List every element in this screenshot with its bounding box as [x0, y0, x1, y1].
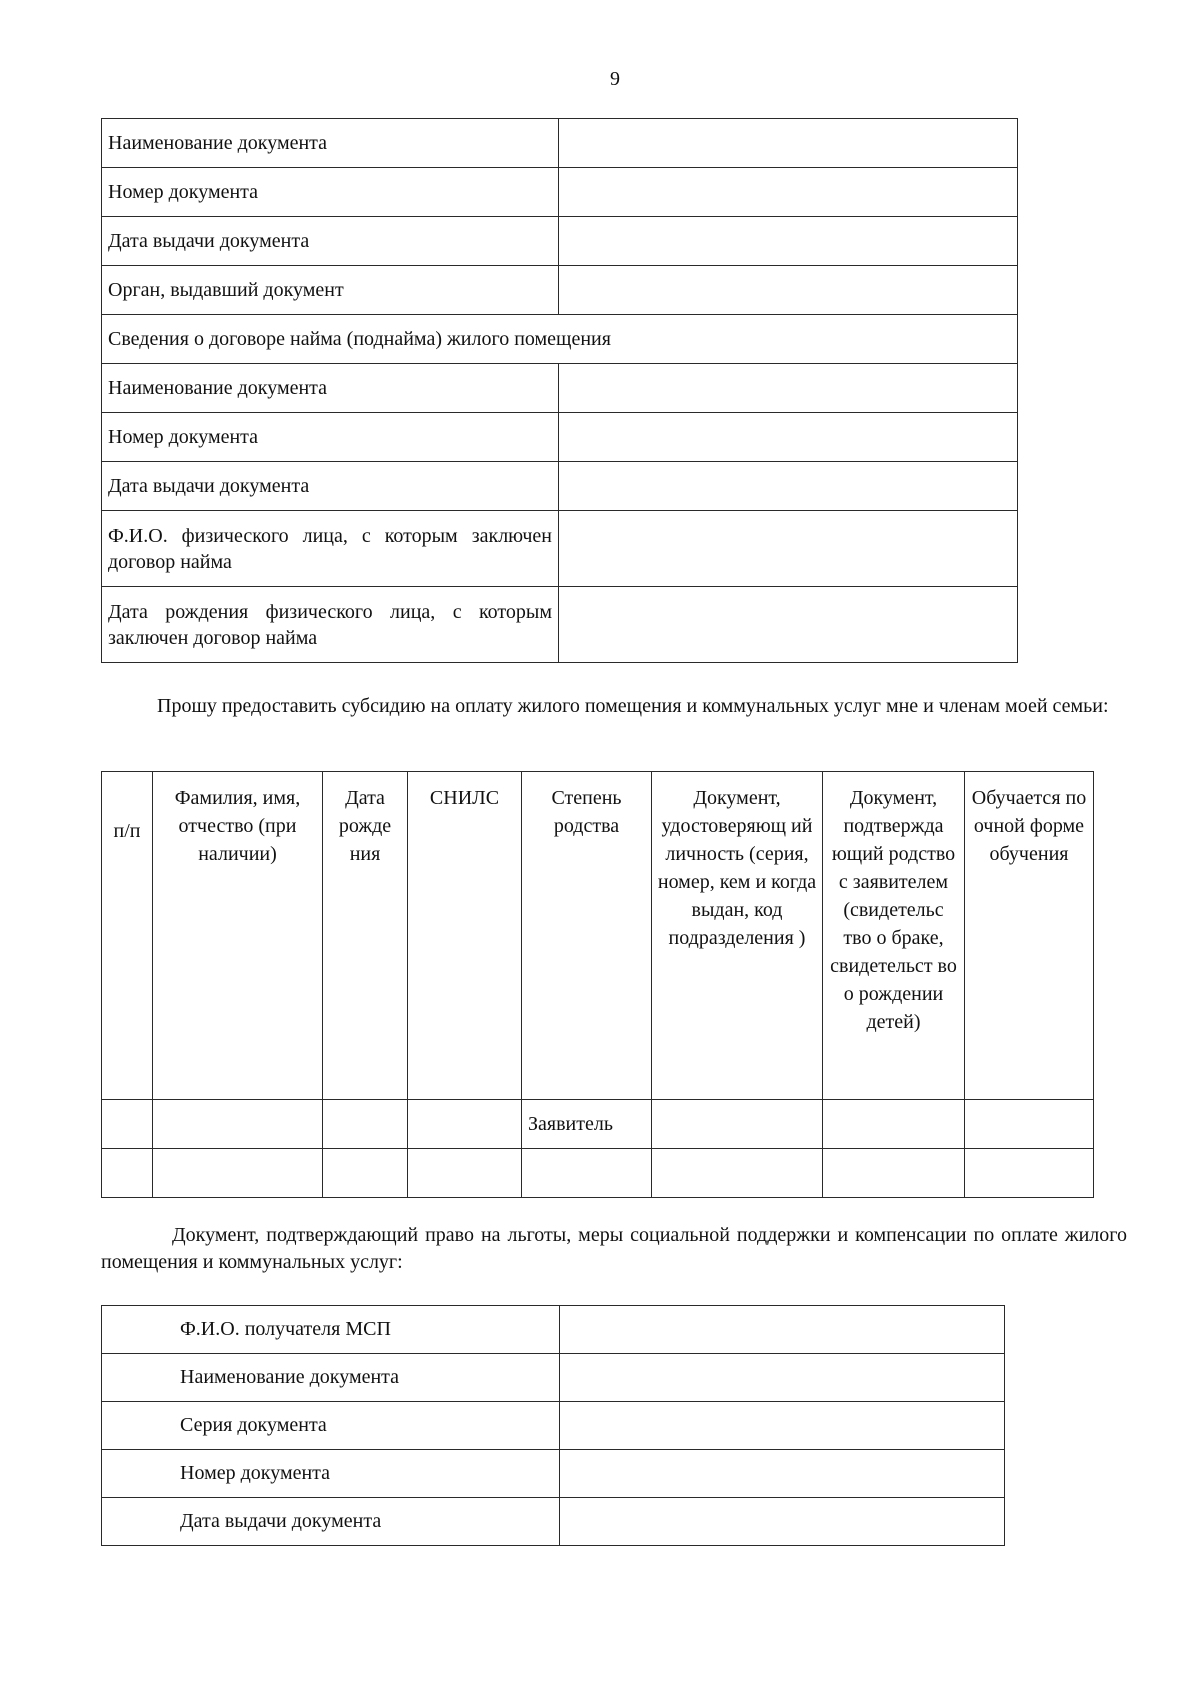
table-row — [102, 462, 1018, 511]
table-row — [102, 1354, 1005, 1402]
page-number: 9 — [610, 68, 620, 90]
field-label: Наименование документа — [102, 364, 559, 413]
table-row — [102, 364, 1018, 413]
field-label: Ф.И.О. физического лица, с которым заключен договор найма — [102, 511, 559, 587]
field-label: Наименование документа — [102, 1354, 560, 1402]
column-header-snils: СНИЛС — [408, 772, 522, 1100]
field-label: Номер документа — [102, 1450, 560, 1498]
field-value-input[interactable] — [559, 462, 1018, 511]
field-label: Номер документа — [102, 413, 559, 462]
document-info-table — [101, 118, 1018, 663]
benefits-paragraph: Документ, подтверждающий право на льготы, меры социальной поддержки и компенсации по оплате жилого помещения и коммунальных услуг: — [101, 1224, 1127, 1273]
table-row — [102, 511, 1018, 587]
field-value-input[interactable] — [560, 1498, 1005, 1546]
field-label: Серия документа — [102, 1402, 560, 1450]
table-row — [102, 1306, 1005, 1354]
field-value-input[interactable] — [559, 511, 1018, 587]
table-cell[interactable] — [522, 1149, 652, 1198]
table-cell[interactable] — [408, 1100, 522, 1149]
table-row — [102, 217, 1018, 266]
table-cell[interactable] — [323, 1149, 408, 1198]
field-label: Дата выдачи документа — [102, 462, 559, 511]
field-value-input[interactable] — [559, 364, 1018, 413]
table-row — [102, 1100, 1094, 1149]
table-row — [102, 119, 1018, 168]
table-row — [102, 168, 1018, 217]
request-paragraph: Прошу предоставить субсидию на оплату жилого помещения и коммунальных услуг мне и членам моей семьи: — [157, 695, 1109, 717]
field-value-input[interactable] — [559, 587, 1018, 663]
table-row — [102, 587, 1018, 663]
table-cell[interactable] — [965, 1149, 1094, 1198]
table-cell[interactable] — [652, 1149, 823, 1198]
table-header-row — [102, 772, 1094, 1100]
column-header-full-name: Фамилия, имя, отчество (при наличии) — [153, 772, 323, 1100]
relationship-cell: Заявитель — [522, 1100, 652, 1149]
table-row — [102, 1498, 1005, 1546]
table-row — [102, 1149, 1094, 1198]
field-label: Дата рождения физического лица, с которым заключен договор найма — [102, 587, 559, 663]
table-cell[interactable] — [823, 1149, 965, 1198]
table-cell[interactable] — [965, 1100, 1094, 1149]
table-row — [102, 413, 1018, 462]
table-cell[interactable] — [652, 1100, 823, 1149]
field-label: Дата выдачи документа — [102, 217, 559, 266]
field-value-input[interactable] — [559, 413, 1018, 462]
field-value-input[interactable] — [559, 168, 1018, 217]
table-cell[interactable] — [102, 1149, 153, 1198]
field-value-input[interactable] — [560, 1306, 1005, 1354]
column-header-relationship: Степень родства — [522, 772, 652, 1100]
field-label: Наименование документа — [102, 119, 559, 168]
field-value-input[interactable] — [560, 1450, 1005, 1498]
table-cell[interactable] — [153, 1149, 323, 1198]
field-value-input[interactable] — [559, 119, 1018, 168]
field-value-input[interactable] — [559, 217, 1018, 266]
table-row — [102, 266, 1018, 315]
field-value-input[interactable] — [560, 1402, 1005, 1450]
table-cell[interactable] — [102, 1100, 153, 1149]
benefits-document-table — [101, 1305, 1005, 1546]
section-header-row — [102, 315, 1018, 364]
column-header-birth-date: Дата рожде ния — [323, 772, 408, 1100]
family-members-table — [101, 771, 1094, 1198]
lease-section-header: Сведения о договоре найма (поднайма) жилого помещения — [102, 315, 1018, 364]
field-label: Дата выдачи документа — [102, 1498, 560, 1546]
field-label: Ф.И.О. получателя МСП — [102, 1306, 560, 1354]
column-header-number: п/п — [102, 772, 153, 1100]
field-value-input[interactable] — [559, 266, 1018, 315]
table-row — [102, 1402, 1005, 1450]
table-cell[interactable] — [153, 1100, 323, 1149]
table-cell[interactable] — [408, 1149, 522, 1198]
field-label: Номер документа — [102, 168, 559, 217]
field-label: Орган, выдавший документ — [102, 266, 559, 315]
table-cell[interactable] — [823, 1100, 965, 1149]
field-value-input[interactable] — [560, 1354, 1005, 1402]
column-header-identity-document: Документ, удостоверяющ ий личность (серия, номер, кем и когда выдан, код подразделения ) — [652, 772, 823, 1100]
column-header-full-time-study: Обучается по очной форме обучения — [965, 772, 1094, 1100]
table-cell[interactable] — [323, 1100, 408, 1149]
column-header-kinship-document: Документ, подтвержда ющий родство с заявителем (свидетельс тво о браке, свидетельст во о рождении детей) — [823, 772, 965, 1100]
table-row — [102, 1450, 1005, 1498]
